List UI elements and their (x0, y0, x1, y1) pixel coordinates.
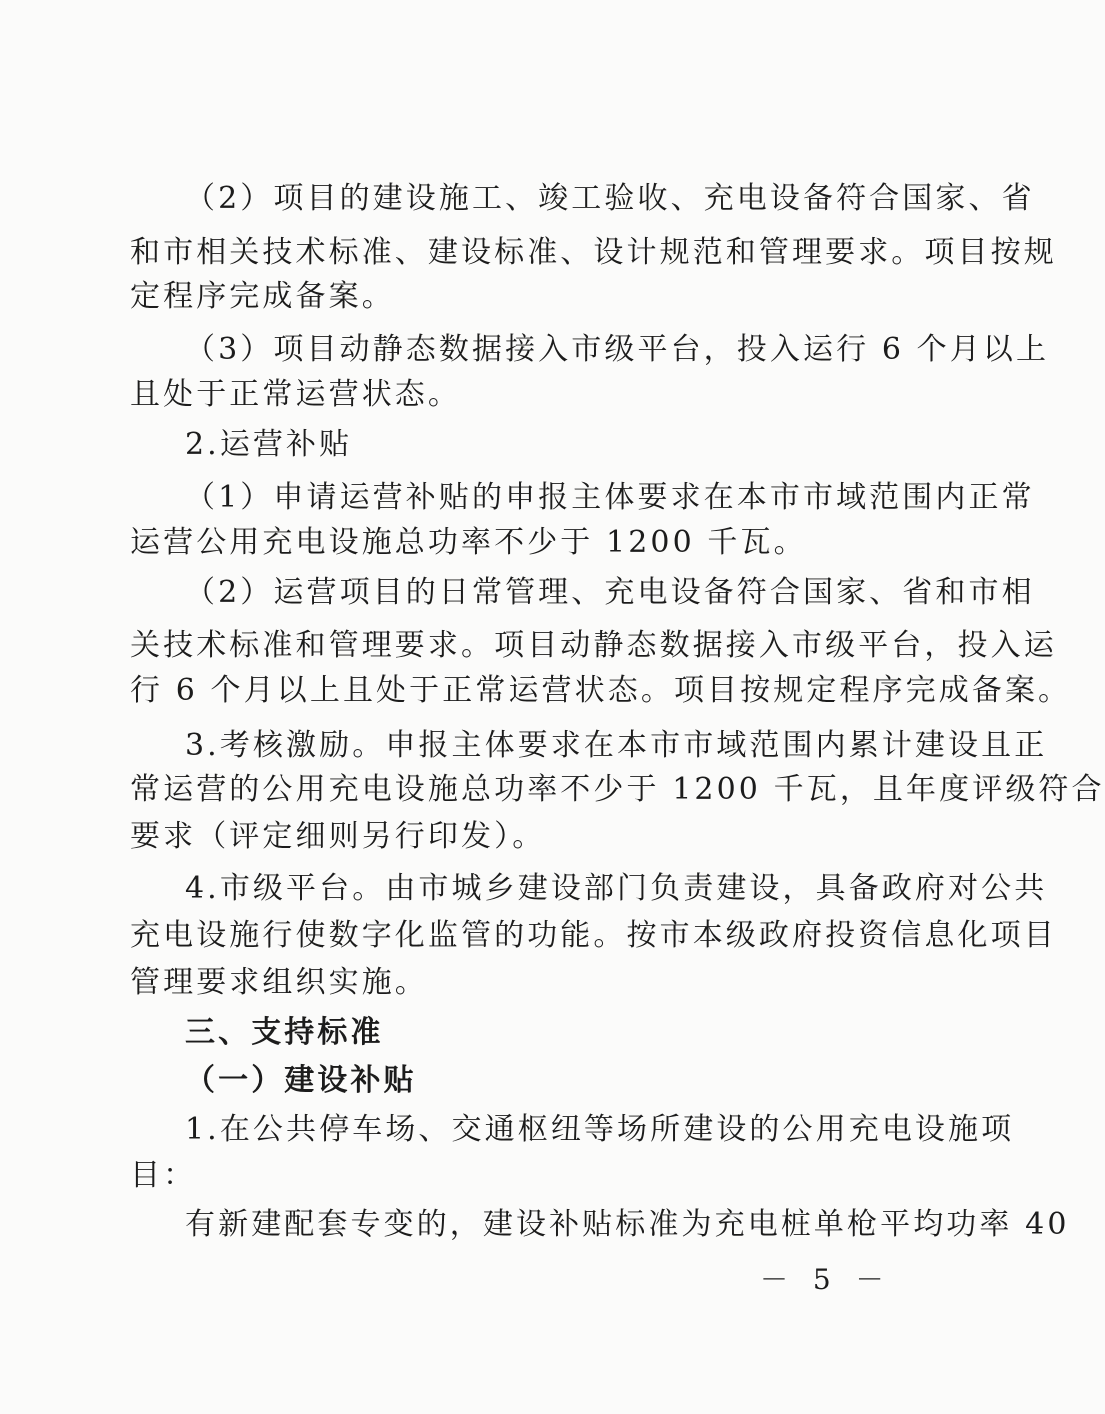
section-heading: 三、支持标准 (185, 1015, 384, 1050)
subsection-heading: （一）建设补贴 (185, 1063, 417, 1098)
paragraph-line: 且处于正常运营状态。 (130, 377, 461, 412)
paragraph-line: 4.市级平台。由市城乡建设部门负责建设，具备政府对公共 (185, 871, 1048, 906)
paragraph-line: （1）申请运营补贴的申报主体要求在本市市域范围内正常 (185, 480, 1035, 515)
section-subheading: 2.运营补贴 (185, 427, 353, 462)
paragraph-line: 有新建配套专变的，建设补贴标准为充电桩单枪平均功率 40 (185, 1207, 1070, 1242)
paragraph-line: 3.考核激励。申报主体要求在本市市域范围内累计建设且正 (185, 728, 1048, 763)
paragraph-line: 充电设施行使数字化监管的功能。按市本级政府投资信息化项目 (130, 918, 1057, 953)
page-number: － 5 － (760, 1263, 892, 1296)
paragraph-line: 目： (130, 1158, 197, 1193)
paragraph-line: （2）运营项目的日常管理、充电设备符合国家、省和市相 (185, 575, 1035, 610)
paragraph-line: 管理要求组织实施。 (130, 965, 428, 1000)
paragraph-line: 行 6 个月以上且处于正常运营状态。项目按规定程序完成备案。 (130, 673, 1072, 708)
paragraph-line: （3）项目动静态数据接入市级平台，投入运行 6 个月以上 (185, 332, 1050, 367)
paragraph-line: 运营公用充电设施总功率不少于 1200 千瓦。 (130, 525, 807, 560)
paragraph-line: 关技术标准和管理要求。项目动静态数据接入市级平台，投入运 (130, 628, 1057, 663)
paragraph-line: 常运营的公用充电设施总功率不少于 1200 千瓦，且年度评级符合 (130, 772, 1105, 807)
paragraph-line: 1.在公共停车场、交通枢纽等场所建设的公用充电设施项 (185, 1112, 1015, 1147)
paragraph-line: 和市相关技术标准、建设标准、设计规范和管理要求。项目按规 (130, 235, 1057, 270)
paragraph-line: 定程序完成备案。 (130, 279, 395, 314)
paragraph-line: （2）项目的建设施工、竣工验收、充电设备符合国家、省 (185, 181, 1035, 216)
paragraph-line: 要求（评定细则另行印发）。 (130, 819, 546, 854)
